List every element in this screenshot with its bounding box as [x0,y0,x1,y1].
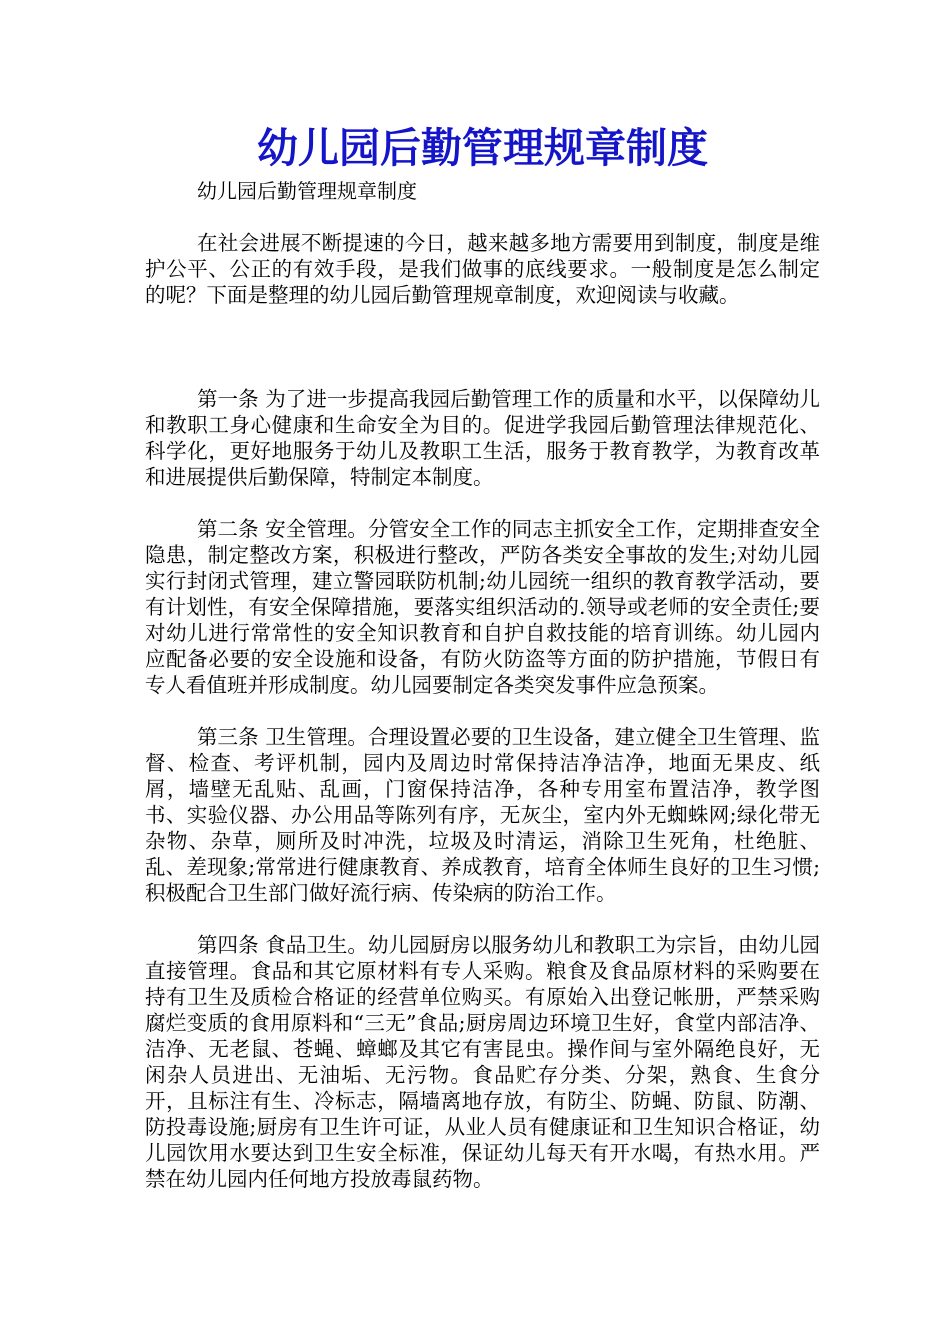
article-1: 第一条 为了进一步提高我园后勤管理工作的质量和水平，以保障幼儿和教职工身心健康和生命安全为目的。促进学我园后勤管理法律规范化、科学化，更好地服务于幼儿及教职工生活，服务于教育教学，为教育改革和进展提供后勤保障，特制定本制度。 [145,387,820,489]
document-subtitle: 幼儿园后勤管理规章制度 [197,179,417,203]
article-2: 第二条 安全管理。分管安全工作的同志主抓安全工作，定期排查安全隐患，制定整改方案，积极进行整改，严防各类安全事故的发生;对幼儿园实行封闭式管理，建立警园联防机制;幼儿园统一组织的教育教学活动，要有计划性，有安全保障措施，要落实组织活动的.领导或老师的安全责任;要对幼儿进行常常性的安全知识教育和自护自救技能的培育训练。幼儿园内应配备必要的安全设施和设备，有防火防盗等方面的防护措施，节假日有专人看值班并形成制度。幼儿园要制定各类突发事件应急预案。 [145,517,820,697]
intro-paragraph: 在社会进展不断提速的今日，越来越多地方需要用到制度，制度是维护公平、公正的有效手段，是我们做事的底线要求。一般制度是怎么制定的呢？下面是整理的幼儿园后勤管理规章制度，欢迎阅读与收藏。 [145,231,820,307]
document-page [145,118,820,1192]
article-3: 第三条 卫生管理。合理设置必要的卫生设备，建立健全卫生管理、监督、检查、考评机制，园内及周边时常保持洁净洁净，地面无果皮、纸屑，墙壁无乱贴、乱画，门窗保持洁净，各种专用室布置洁净，教学图书、实验仪器、办公用品等陈列有序，无灰尘，室内外无蜘蛛网;绿化带无杂物、杂草，厕所及时冲洗，垃圾及时清运，消除卫生死角，杜绝脏、乱、差现象;常常进行健康教育、养成教育，培育全体师生良好的卫生习惯;积极配合卫生部门做好流行病、传染病的防治工作。 [145,725,820,905]
document-title: 幼儿园后勤管理规章制度 [257,124,708,172]
article-4: 第四条 食品卫生。幼儿园厨房以服务幼儿和教职工为宗旨，由幼儿园直接管理。食品和其它原材料有专人采购。粮食及食品原材料的采购要在持有卫生及质检合格证的经营单位购买。有原始入出登记帐册，严禁采购腐烂变质的食用原料和“三无”食品;厨房周边环境卫生好，食堂内部洁净、洁净、无老鼠、苍蝇、蟑螂及其它有害昆虫。操作间与室外隔绝良好，无闲杂人员进出、无油垢、无污物。食品贮存分类、分架，熟食、生食分开，且标注有生、冷标志，隔墙离地存放，有防尘、防蝇、防鼠、防潮、防投毒设施;厨房有卫生许可证，从业人员有健康证和卫生知识合格证，幼儿园饮用水要达到卫生安全标准，保证幼儿每天有开水喝，有热水用。严禁在幼儿园内任何地方投放毒鼠药物。 [145,933,820,1191]
